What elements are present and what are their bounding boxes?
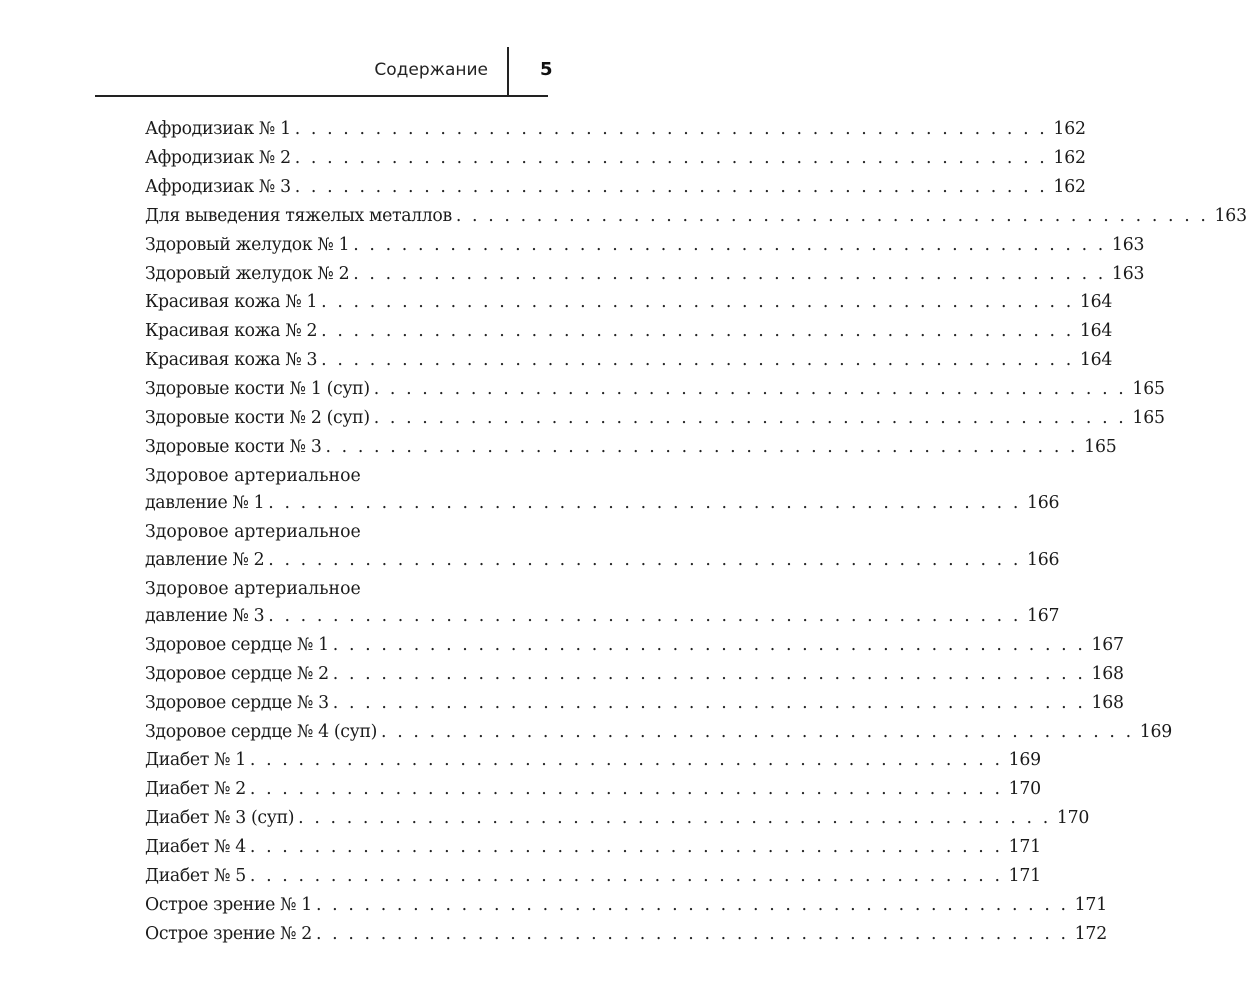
toc-leader-dots: . . . . . . . . . . . . . . . . . . . . . . . . . . . . . . . . . . . . . . . . . . . . . . . [325,436,1079,457]
toc-leader-dots: . . . . . . . . . . . . . . . . . . . . . . . . . . . . . . . . . . . . . . . . . . . . . . . [249,837,1003,858]
toc-entry [145,805,1090,832]
toc-entry-page: 164 [1079,321,1113,342]
toc-entry-title: давление № 1 [145,493,265,514]
toc-entry-title: Красивая кожа № 1 [145,292,318,313]
header-divider [507,47,509,95]
toc-entry-page: 164 [1079,350,1113,371]
toc-entry [145,463,1060,518]
toc-entry [145,347,1113,374]
toc-leader-dots: . . . . . . . . . . . . . . . . . . . . . . . . . . . . . . . . . . . . . . . . . . . . . . . [321,350,1074,371]
toc-leader-dots: . . . . . . . . . . . . . . . . . . . . . . . . . . . . . . . . . . . . . . . . . . . . . . . [353,263,1106,284]
toc-entry-page: 167 [1091,634,1124,655]
toc-leader-dots: . . . . . . . . . . . . . . . . . . . . . . . . . . . . . . . . . . . . . . . . . . . . . . . [332,634,1086,655]
toc-entry [145,519,1060,574]
toc-entry-page: 168 [1091,663,1124,684]
toc-entry-page: 171 [1074,894,1108,915]
toc-entry-title-line1: Здоровое артериальное [145,465,361,486]
toc-leader-dots: . . . . . . . . . . . . . . . . . . . . . . . . . . . . . . . . . . . . . . . . . . . . . . . [268,605,1021,626]
toc-entry-page: 169 [1139,721,1173,742]
toc-entry-title: Диабет № 3 (суп) [145,808,295,829]
toc-entry [145,863,1041,890]
toc-entry [145,116,1086,143]
toc-entry-page: 167 [1026,605,1060,626]
toc-entry-title: Афродизиак № 2 [145,147,291,168]
toc-leader-dots: . . . . . . . . . . . . . . . . . . . . . . . . . . . . . . . . . . . . . . . . . . . . . . . [321,321,1074,342]
toc-entry [145,690,1124,717]
toc-entry-title: Здоровые кости № 2 (суп) [145,408,370,429]
toc-entry [145,632,1124,659]
toc-entry-page: 168 [1091,692,1124,713]
running-header-title: Содержание [374,60,488,80]
toc-entry-title: Острое зрение № 2 [145,923,312,944]
toc-entry [145,261,1145,288]
header-rule [95,95,548,97]
toc-leader-dots: . . . . . . . . . . . . . . . . . . . . . . . . . . . . . . . . . . . . . . . . . . . . . . . [373,379,1127,400]
toc-entry-page: 166 [1026,493,1060,514]
toc-entry-page: 163 [1214,205,1247,226]
toc-leader-dots: . . . . . . . . . . . . . . . . . . . . . . . . . . . . . . . . . . . . . . . . . . . . . . . [321,292,1074,313]
toc-entry [145,661,1124,688]
toc-entry [145,576,1060,631]
toc-entry [145,434,1117,461]
toc-entry [145,318,1113,345]
toc-entry-page: 171 [1008,866,1041,887]
toc-entry-page: 169 [1008,750,1041,771]
toc-leader-dots: . . . . . . . . . . . . . . . . . . . . . . . . . . . . . . . . . . . . . . . . . . . . . . . [315,894,1069,915]
toc-entry-title: Здоровые кости № 3 [145,436,322,457]
toc-leader-dots: . . . . . . . . . . . . . . . . . . . . . . . . . . . . . . . . . . . . . . . . . . . . . . . [249,750,1003,771]
toc-entry-page: 162 [1053,119,1086,139]
page-number: 5 [540,59,553,80]
toc-entry-title: Здоровый желудок № 2 [145,263,350,284]
toc-entry-page: 172 [1074,923,1108,944]
toc-leader-dots: . . . . . . . . . . . . . . . . . . . . . . . . . . . . . . . . . . . . . . . . . . . . . . . [353,234,1106,255]
toc-entry [145,719,1173,746]
toc-leader-dots: . . . . . . . . . . . . . . . . . . . . . . . . . . . . . . . . . . . . . . . . . . . . . . . [373,408,1127,429]
toc-entry-title: Красивая кожа № 2 [145,321,318,342]
toc-leader-dots: . . . . . . . . . . . . . . . . . . . . . . . . . . . . . . . . . . . . . . . . . . . . . . . [381,721,1134,742]
toc-entry [145,203,1247,230]
toc-entry [145,747,1041,774]
toc-entry-page: 164 [1079,292,1113,313]
toc-entry-title: Для выведения тяжелых металлов [145,205,452,226]
toc-entry-title-line1: Здоровое артериальное [145,578,361,599]
toc-entry-page: 165 [1132,408,1165,429]
toc-entry-page: 170 [1056,808,1090,829]
toc-entry [145,376,1165,403]
toc-entry-page: 170 [1008,779,1041,800]
toc-leader-dots: . . . . . . . . . . . . . . . . . . . . . . . . . . . . . . . . . . . . . . . . . . . . . . . [298,808,1051,829]
toc-entry-title: Здоровое сердце № 1 [145,634,329,655]
toc-entry-page: 165 [1084,436,1117,457]
toc-leader-dots: . . . . . . . . . . . . . . . . . . . . . . . . . . . . . . . . . . . . . . . . . . . . . . . [294,176,1048,197]
toc-leader-dots: . . . . . . . . . . . . . . . . . . . . . . . . . . . . . . . . . . . . . . . . . . . . . . . [332,692,1086,713]
toc-entry-title: Острое зрение № 1 [145,894,312,915]
table-of-contents [145,116,1247,950]
toc-leader-dots: . . . . . . . . . . . . . . . . . . . . . . . . . . . . . . . . . . . . . . . . . . . . . . . [249,866,1003,887]
toc-entry-page: 171 [1008,837,1041,858]
toc-entry-title: Здоровый желудок № 1 [145,234,350,255]
toc-entry-title-line1: Здоровое артериальное [145,522,361,543]
toc-entry-title: Афродизиак № 1 [145,119,291,139]
toc-entry-title: Диабет № 4 [145,837,246,858]
toc-entry [145,289,1113,316]
toc-leader-dots: . . . . . . . . . . . . . . . . . . . . . . . . . . . . . . . . . . . . . . . . . . . . . . . [315,923,1069,944]
toc-entry-page: 163 [1111,234,1145,255]
toc-entry-page: 162 [1053,176,1086,197]
toc-entry-page: 166 [1026,549,1060,570]
toc-leader-dots: . . . . . . . . . . . . . . . . . . . . . . . . . . . . . . . . . . . . . . . . . . . . . . . [294,147,1048,168]
toc-entry-page: 162 [1053,147,1086,168]
toc-entry-title: Красивая кожа № 3 [145,350,318,371]
toc-entry [145,405,1165,432]
toc-entry [145,174,1086,201]
toc-entry-title: давление № 2 [145,549,265,570]
toc-entry [145,834,1041,861]
toc-entry-title: Диабет № 1 [145,750,246,771]
toc-entry-title: Здоровое сердце № 4 (суп) [145,721,378,742]
toc-leader-dots: . . . . . . . . . . . . . . . . . . . . . . . . . . . . . . . . . . . . . . . . . . . . . . . [294,119,1048,139]
toc-entry [145,921,1108,948]
toc-leader-dots: . . . . . . . . . . . . . . . . . . . . . . . . . . . . . . . . . . . . . . . . . . . . . . . [268,549,1021,570]
toc-entry-title: давление № 3 [145,605,265,626]
toc-entry [145,145,1086,172]
toc-entry-title: Афродизиак № 3 [145,176,291,197]
toc-entry-title: Диабет № 5 [145,866,246,887]
toc-entry-page: 163 [1111,263,1145,284]
toc-entry-title: Здоровые кости № 1 (суп) [145,379,370,400]
toc-leader-dots: . . . . . . . . . . . . . . . . . . . . . . . . . . . . . . . . . . . . . . . . . . . . . . . [455,205,1209,226]
toc-entry-title: Здоровое сердце № 2 [145,663,329,684]
toc-entry-title: Диабет № 2 [145,779,246,800]
toc-leader-dots: . . . . . . . . . . . . . . . . . . . . . . . . . . . . . . . . . . . . . . . . . . . . . . . [268,493,1021,514]
toc-entry-title: Здоровое сердце № 3 [145,692,329,713]
toc-leader-dots: . . . . . . . . . . . . . . . . . . . . . . . . . . . . . . . . . . . . . . . . . . . . . . . [332,663,1086,684]
toc-entry [145,776,1041,803]
toc-entry-page: 165 [1132,379,1165,400]
toc-entry [145,232,1145,259]
toc-leader-dots: . . . . . . . . . . . . . . . . . . . . . . . . . . . . . . . . . . . . . . . . . . . . . . . [249,779,1003,800]
toc-entry [145,892,1108,919]
